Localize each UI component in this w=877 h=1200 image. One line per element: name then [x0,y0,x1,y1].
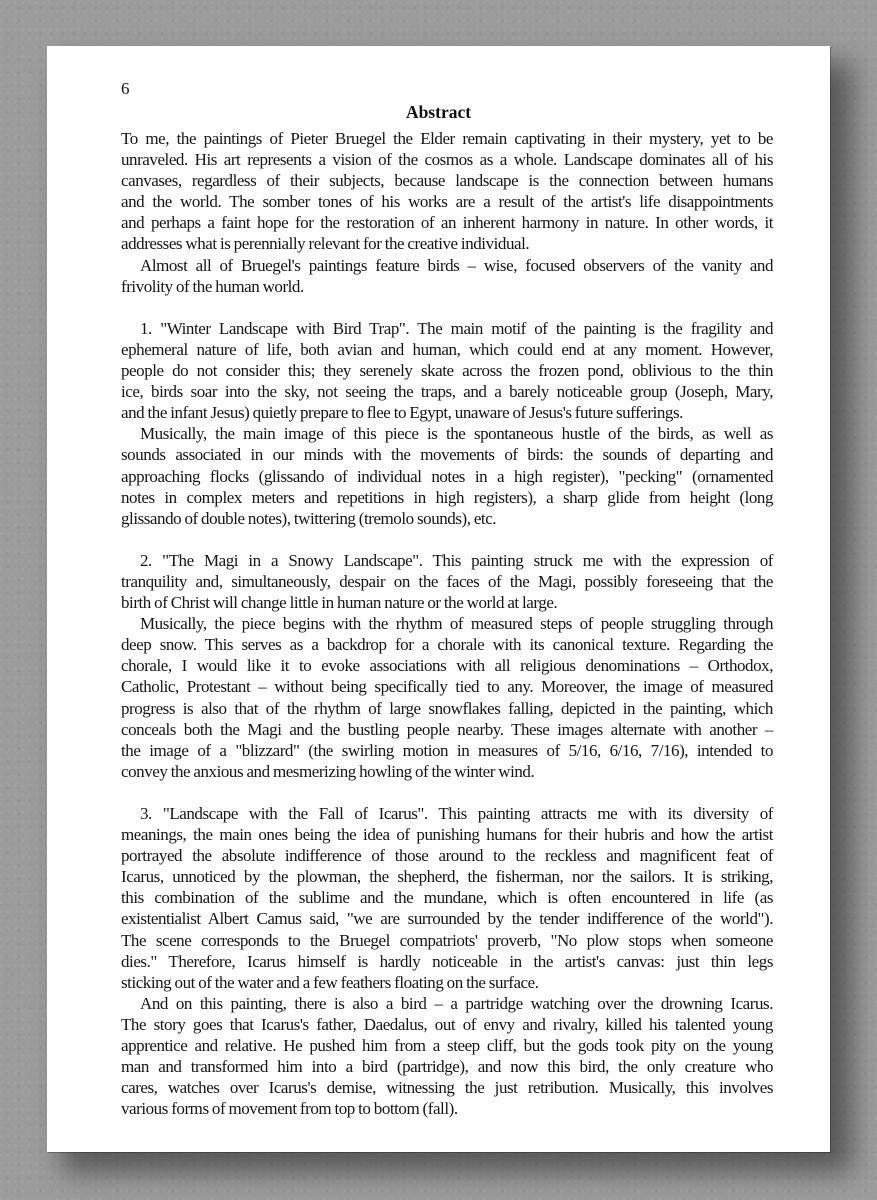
text-line: chorale, I would like it to evoke associations with all religious denominations – Orthodox, [121,656,773,676]
text-line: dies." Therefore, Icarus himself is hardly noticeable in the artist's canvas: just thin legs [121,951,773,971]
paragraph [121,423,773,528]
paragraph [121,128,773,255]
text-line: Icarus, unnoticed by the plowman, the shepherd, the fisherman, nor the sailors. It is striking, [121,867,773,887]
text-line: various forms of movement from top to bottom (fall). [121,1099,458,1119]
page-number: 6 [121,79,130,98]
text-line: ice, birds soar into the sky, not seeing the traps, and a barely noticeable group (Joseph, Mary, [121,382,773,402]
document-page [47,46,830,1152]
text-line: addresses what is perennially relevant for the creative individual. [121,234,530,254]
paragraph [121,613,773,782]
abstract-body [121,128,773,1119]
text-line: deep snow. This serves as a backdrop for a chorale with its canonical texture. Regarding the [121,635,773,655]
paragraph [121,550,773,613]
text-line: meanings, the main ones being the idea of punishing humans for their hubris and how the artist [121,825,773,845]
paragraph-gap [121,529,773,550]
text-line: canvases, regardless of their subjects, because landscape is the connection between humans [121,171,773,191]
text-line: convey the anxious and mesmerizing howling of the winter wind. [121,761,535,781]
text-line: man and transformed him into a bird (partridge), and now this bird, the only creature who [121,1057,773,1077]
text-line: unraveled. His art represents a vision of the cosmos as a whole. Landscape dominates all of his [121,150,773,170]
text-line: notes in complex meters and repetitions in high registers), a sharp glide from height (long [121,487,773,507]
text-line: apprentice and relative. He pushed him from a steep cliff, but the gods took pity on the young [121,1036,773,1056]
text-line: And on this painting, there is also a bird – a partridge watching over the drowning Icarus. [140,993,773,1013]
text-line: this combination of the sublime and the mundane, which is often encountered in life (as [121,888,773,908]
text-line: tranquility and, simultaneously, despair on the faces of the Magi, possibly foreseeing that the [121,571,773,591]
text-line: 1. "Winter Landscape with Bird Trap". The main motif of the painting is the fragility and [140,318,773,338]
text-line: cares, watches over Icarus's demise, witnessing the just retribution. Musically, this involves [121,1078,773,1098]
text-line: approaching flocks (glissando of individual notes in a high register), "pecking" (ornamented [121,466,773,486]
text-line: sticking out of the water and a few feathers floating on the surface. [121,972,539,992]
text-line: 3. "Landscape with the Fall of Icarus". This painting attracts me with its diversity of [140,804,773,823]
text-line: The scene corresponds to the Bruegel compatriots' proverb, "No plow stops when someone [121,930,773,950]
text-line: 2. "The Magi in a Snowy Landscape". This painting struck me with the expression of [140,550,773,570]
text-line: Musically, the main image of this piece is the spontaneous hustle of the birds, as well as [140,424,773,444]
text-line: ephemeral nature of life, both avian and human, which could end at any moment. However, [121,339,773,359]
text-line: glissando of double notes), twittering (tremolo sounds), etc. [121,508,497,528]
text-line: To me, the paintings of Pieter Bruegel the Elder remain captivating in their mystery, yet to be [121,129,773,148]
text-line: Almost all of Bruegel's paintings feature birds – wise, focused observers of the vanity and [140,255,773,275]
paragraph-gap [121,297,773,318]
paragraph [121,318,773,423]
text-line: conceals both the Magi and the bustling people nearby. These images alternate with another – [121,719,773,739]
text-line: and perhaps a faint hope for the restoration of an inherent harmony in nature. In other words, it [121,213,773,233]
text-line: and the world. The somber tones of his works are a result of the artist's life disappointments [121,192,773,212]
paragraph [121,255,773,297]
text-line: and the infant Jesus) quietly prepare to flee to Egypt, unaware of Jesus's future sufferings. [121,403,683,423]
text-line: frivolity of the human world. [121,276,304,296]
text-line: existentialist Albert Camus said, "we are surrounded by the tender indifference of the world"). [121,909,773,929]
paragraph [121,803,773,993]
text-line: people do not consider this; they serenely skate across the frozen pond, oblivious to the thin [121,361,773,381]
text-line: birth of Christ will change little in human nature or the world at large. [121,593,558,613]
paragraph-gap [121,782,773,803]
section-title: Abstract [405,102,472,122]
text-line: portrayed the absolute indifference of those around to the reckless and magnificent feat of [121,846,773,866]
text-line: Catholic, Protestant – without being specifically tied to any. Moreover, the image of measured [121,677,773,697]
text-line: progress is also that of the rhythm of large snowflakes falling, depicted in the painting, which [121,698,773,718]
text-line: The story goes that Icarus's father, Daedalus, out of envy and rivalry, killed his talented young [121,1014,773,1034]
text-line: sounds associated in our minds with the movements of birds: the sounds of departing and [121,445,773,465]
paragraph [121,993,773,1120]
text-line: the image of a "blizzard" (the swirling motion in measures of 5/16, 6/16, 7/16), intended to [121,740,773,760]
text-line: Musically, the piece begins with the rhythm of measured steps of people struggling through [140,614,773,634]
